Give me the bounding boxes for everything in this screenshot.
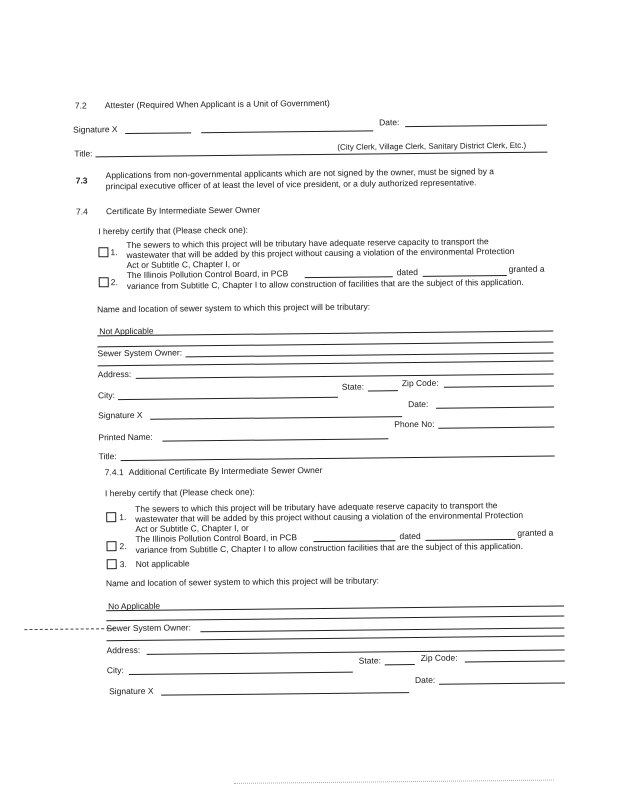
- section-7-4-1-option1-checkbox[interactable]: [106, 512, 116, 522]
- section-7-4-1-state-label: State:: [358, 655, 382, 666]
- section-7-3-line2: principal executive officer of at least the level of vice president, or a duly authorized representative.: [105, 177, 477, 192]
- section-7-4-1-option2-checkbox[interactable]: [106, 541, 116, 551]
- attester-signature-line-b[interactable]: [201, 130, 373, 133]
- section-7-4-address-line[interactable]: [136, 374, 554, 379]
- section-7-4-1-option2-text: The Illinois Pollution Control Board, in PCB: [135, 532, 298, 544]
- section-7-4-heading: Certificate By Intermediate Sewer Owner: [105, 204, 261, 217]
- section-7-4-1-city-label: City:: [106, 665, 124, 676]
- section-7-4-1-option1-number: 1.: [119, 512, 127, 523]
- section-7-4-1-option1-line1: The sewers to which this project will be tributary have adequate reserve capacity to transport the: [135, 500, 498, 514]
- section-7-4-address-label: Address:: [97, 368, 132, 380]
- section-7-4-1-certify: I hereby certify that (Please check one):: [104, 486, 255, 499]
- attester-title-note: (City Clerk, Village Clerk, Sanitary District Clerk, Etc.): [335, 141, 528, 153]
- section-7-4-state-label: State:: [341, 381, 365, 392]
- section-7-4-zip-label: Zip Code:: [401, 377, 439, 389]
- section-7-4-printed-name-line[interactable]: [162, 438, 388, 441]
- section-7-4-title-label: Title:: [98, 451, 117, 462]
- section-7-4-name-location-value: Not Applicable: [99, 325, 154, 337]
- section-7-4-option1-number: 1.: [110, 247, 118, 258]
- section-7-4-number: 7.4: [75, 206, 88, 217]
- section-7-4-1-heading: Additional Certificate By Intermediate Sewer Owner: [128, 464, 323, 478]
- section-7-4-owner-label: Sewer System Owner:: [97, 347, 183, 359]
- section-7-4-signature-label: Signature X: [98, 409, 143, 421]
- section-7-4-1-owner-line2[interactable]: [107, 635, 565, 641]
- section-7-4-1-name-line2[interactable]: [106, 615, 564, 621]
- section-7-4-option1-line3: Act or Subtitle C, Chapter I, or: [126, 258, 241, 271]
- section-7-3-number: 7.3: [75, 175, 88, 186]
- section-7-4-signature-line[interactable]: [150, 416, 402, 420]
- section-7-4-1-state-line[interactable]: [385, 664, 415, 665]
- attester-date-label: Date:: [379, 117, 400, 128]
- section-7-4-1-option3-checkbox[interactable]: [107, 559, 117, 569]
- section-7-4-1-option1-line3: Act or Subtitle C, Chapter I, or: [135, 522, 249, 534]
- section-7-4-granted-label: granted a: [508, 263, 545, 275]
- section-7-4-1-option2-line2: variance from Subtitle C, Chapter I to allow construction facilities that are the subject of this application.: [135, 540, 524, 555]
- section-7-4-option2-text: The Illinois Pollution Control Board, in PCB: [126, 268, 289, 281]
- attester-title-line[interactable]: [95, 152, 547, 158]
- section-7-4-1-dated-label: dated: [399, 530, 421, 542]
- section-7-4-1-owner-line[interactable]: [200, 627, 564, 632]
- section-7-4-1-option3-text: Not applicable: [135, 558, 190, 569]
- section-7-4-1-option3-number: 3.: [119, 559, 127, 570]
- page-bottom-dots: [234, 780, 554, 784]
- section-7-4-1-name-line1[interactable]: [106, 605, 564, 611]
- section-7-4-date-line[interactable]: [436, 407, 554, 409]
- section-7-4-phone-line[interactable]: [438, 427, 554, 429]
- section-7-4-dated-label: dated: [396, 266, 418, 278]
- section-7-2-heading: Attester (Required When Applicant is a Unit of Government): [104, 97, 330, 111]
- section-7-4-1-address-label: Address:: [106, 644, 141, 656]
- section-7-4-1-signature-line[interactable]: [161, 692, 409, 696]
- section-7-4-name-line1[interactable]: [97, 331, 553, 337]
- section-7-4-1-zip-label: Zip Code:: [420, 652, 458, 663]
- section-7-4-1-signature-label: Signature X: [108, 685, 154, 697]
- section-7-4-printed-name-label: Printed Name:: [98, 431, 153, 443]
- section-7-4-option2-line2: variance from Subtitle C, Chapter I to allow construction of facilities that are the subject of this application.: [126, 276, 524, 292]
- section-7-2-number: 7.2: [74, 100, 87, 111]
- margin-dash-mark: [24, 628, 114, 630]
- section-7-4-phone-label: Phone No:: [394, 418, 435, 430]
- section-7-4-option2-checkbox[interactable]: [99, 277, 109, 287]
- section-7-4-option1-line2: wastewater that will be added by this project without causing a violation of the environmental Protection: [126, 245, 515, 261]
- section-7-4-1-name-location-value: No Applicable: [108, 600, 161, 612]
- section-7-4-option1-line1: The sewers to which this project will be tributary have adequate reserve capacity to transport the: [126, 236, 489, 251]
- attester-date-line[interactable]: [405, 125, 547, 127]
- section-7-4-owner-line2[interactable]: [98, 361, 554, 367]
- section-7-4-certify: I hereby certify that (Please check one):: [98, 224, 249, 237]
- section-7-4-owner-line[interactable]: [186, 353, 554, 358]
- section-7-4-1-number: 7.4.1: [104, 467, 124, 478]
- attester-title-label: Title:: [74, 148, 93, 159]
- section-7-4-zip-line[interactable]: [444, 386, 554, 388]
- section-7-4-name-line2[interactable]: [97, 342, 553, 348]
- section-7-4-1-owner-label: Sewer System Owner:: [106, 622, 191, 634]
- section-7-4-1-granted-label: granted a: [517, 527, 554, 538]
- section-7-4-1-name-location-label: Name and location of sewer system to which this project will be tributary:: [105, 575, 380, 589]
- section-7-4-1-date-line[interactable]: [439, 682, 565, 684]
- section-7-4-1-option2-number: 2.: [119, 541, 127, 552]
- section-7-4-option1-checkbox[interactable]: [98, 247, 108, 257]
- section-7-4-city-line[interactable]: [118, 397, 338, 400]
- section-7-4-date-label: Date:: [407, 398, 429, 410]
- section-7-4-city-label: City:: [97, 390, 115, 401]
- section-7-4-state-line[interactable]: [368, 390, 398, 391]
- section-7-4-1-city-line[interactable]: [129, 672, 353, 675]
- section-7-4-1-option1-line2: wastewater that will be added by this project without causing a violation of the environmental Protection: [135, 509, 524, 524]
- section-7-3-line1: Applications from non-governmental applicants which are not signed by the owner, must be signed by a: [105, 166, 495, 181]
- section-7-4-1-address-line[interactable]: [147, 649, 565, 654]
- attester-signature-label: Signature X: [73, 124, 118, 135]
- section-7-4-option2-number: 2.: [110, 277, 118, 288]
- section-7-4-title-line[interactable]: [121, 456, 555, 462]
- section-7-4-1-zip-line[interactable]: [465, 660, 565, 662]
- section-7-4-name-location-label: Name and location of sewer system to which this project will be tributary:: [96, 301, 371, 315]
- attester-signature-line-a[interactable]: [125, 132, 191, 134]
- section-7-4-1-date-label: Date:: [414, 674, 436, 686]
